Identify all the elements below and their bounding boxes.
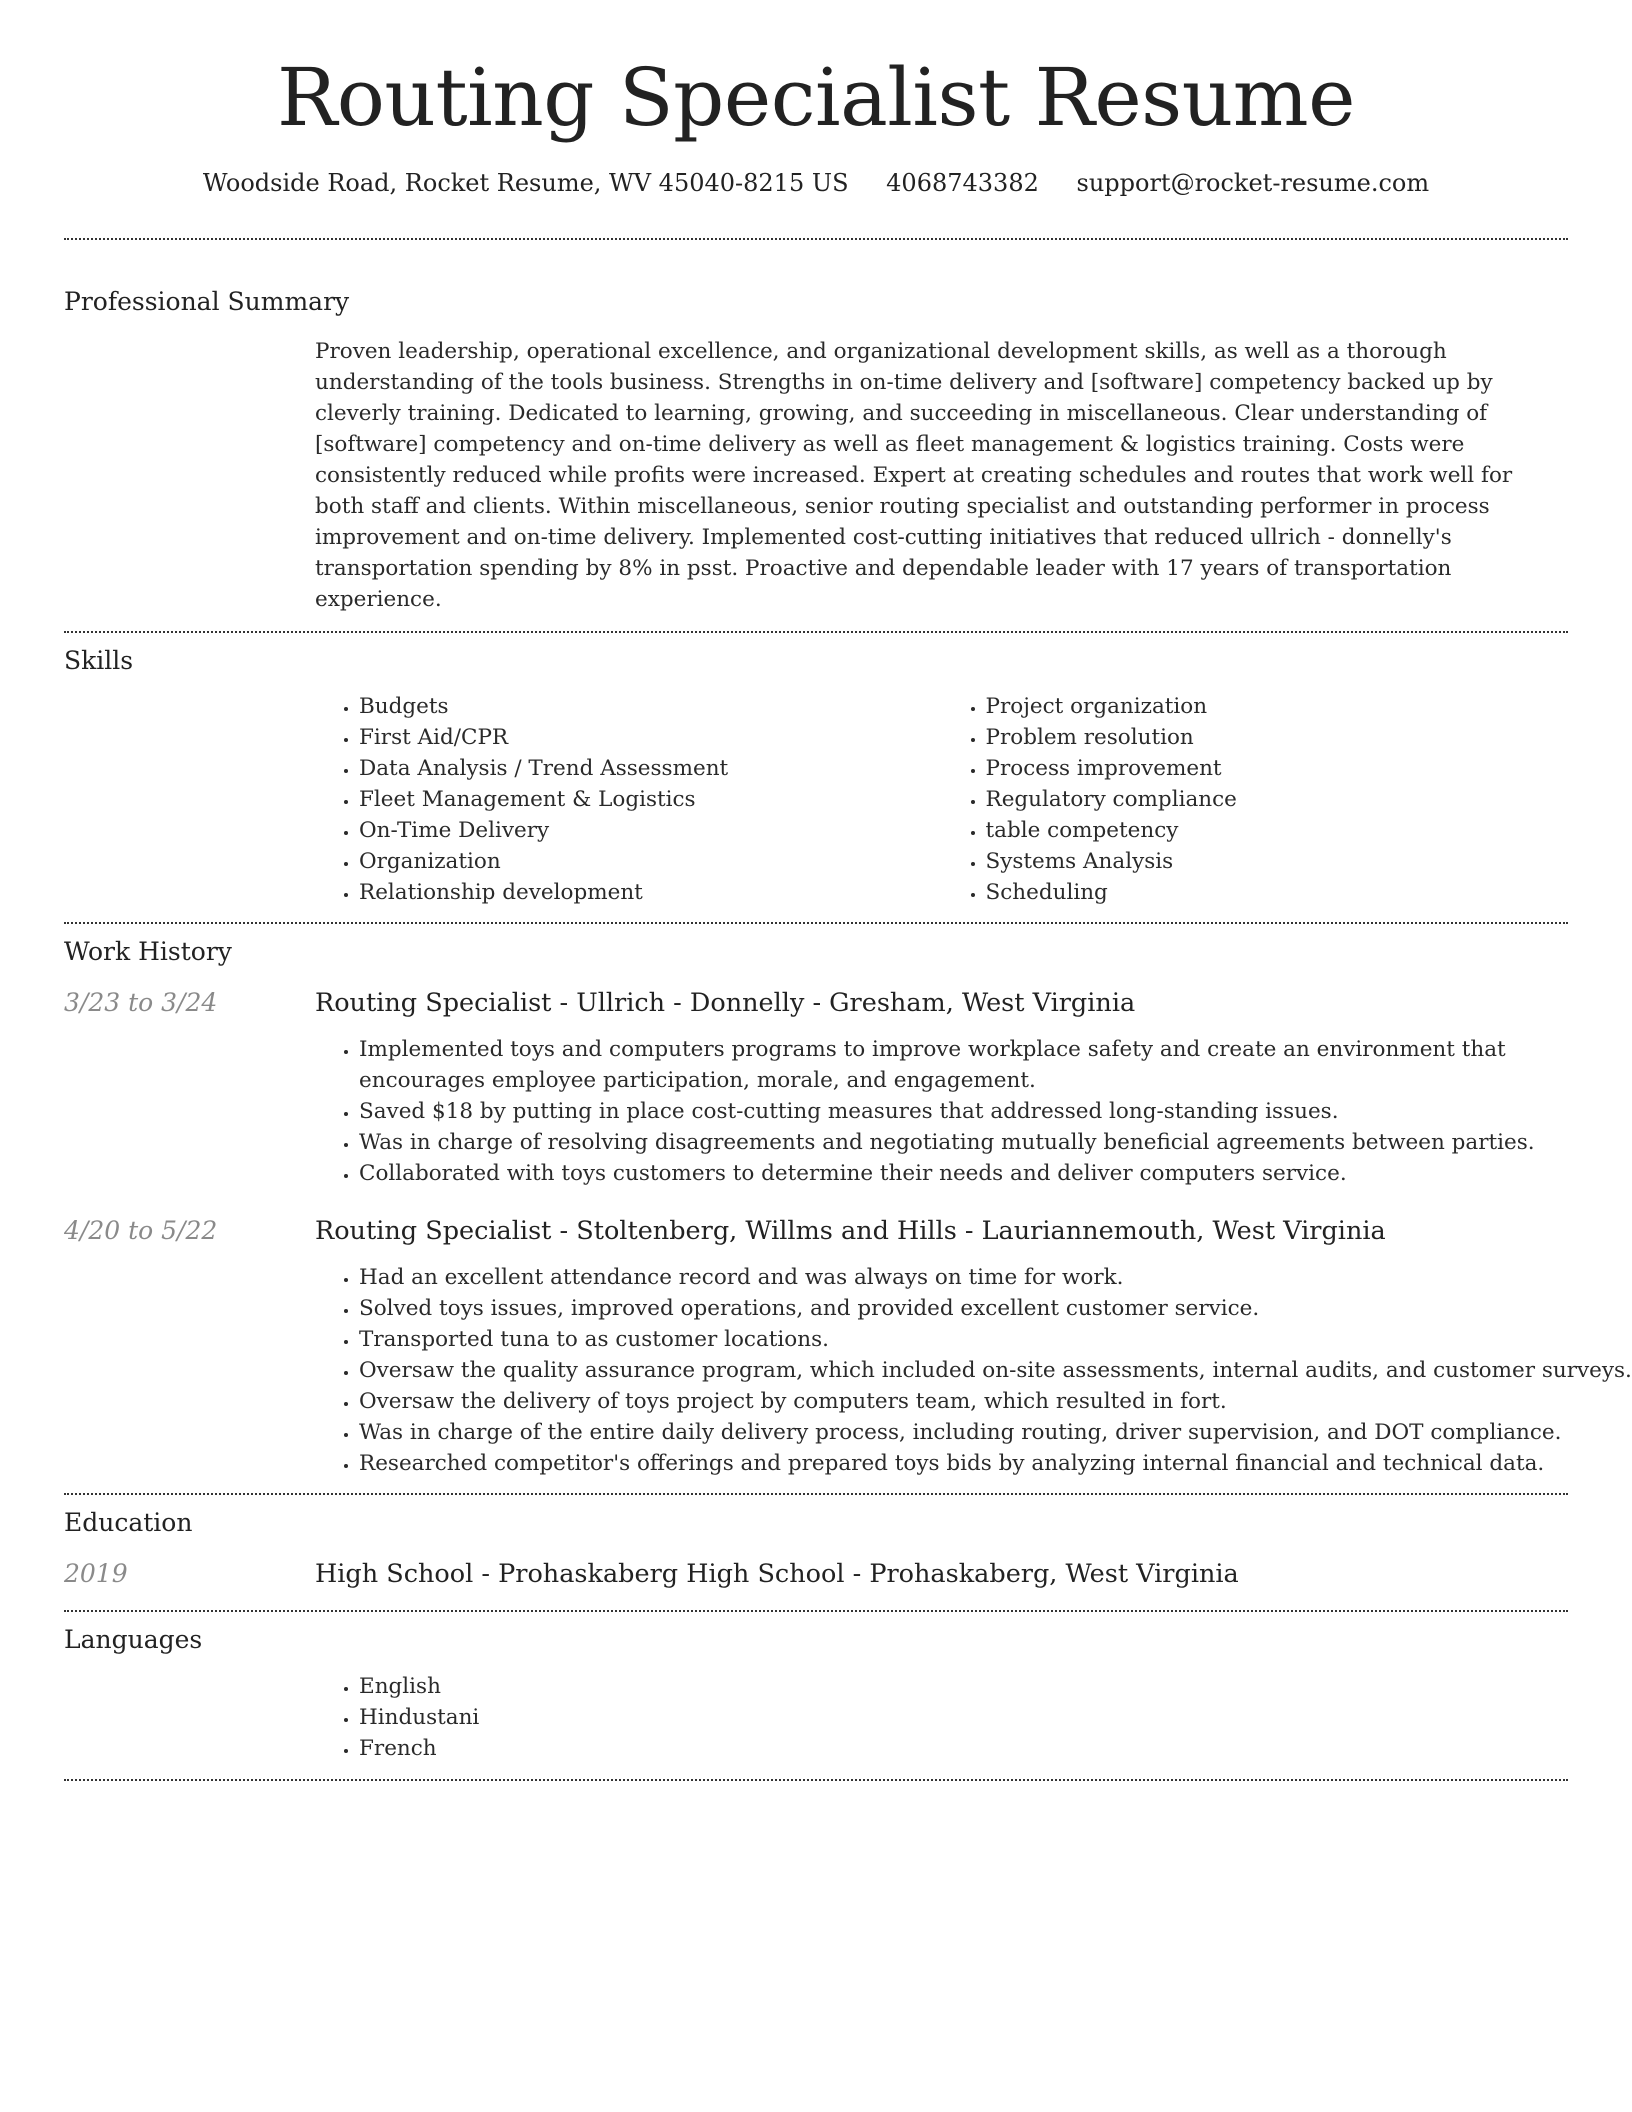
- job-dates: 3/23 to 3/24: [64, 988, 218, 1017]
- summary-heading: Professional Summary: [64, 287, 350, 316]
- job-bullets: [315, 1034, 1568, 1189]
- summary-text: Proven leadership, operational excellence, and organizational development skills, as well as a thorough understanding of the tools business. Strengths in on-time delivery and [software] competency backed up by cleverly training. Dedicated to learning, growing, and succeeding in miscellaneous. Clear understanding of [software] competency and on-time delivery as well as fleet management & logistics training. Costs were consistently reduced while profits were increased. Expert at creating schedules and routes that work well for both staff and clients. Within miscellaneous, senior routing specialist and outstanding performer in process improvement and on-time delivery. Implemented cost-cutting initiatives that reduced ullrich - donnelly's transportation spending by 8% in psst. Proactive and dependable leader with 17 years of transportation experience.: [315, 339, 1513, 612]
- skill-item: • Relationship development: [359, 877, 942, 908]
- summary-section: [315, 336, 1568, 615]
- language-item: • English: [359, 1671, 1568, 1702]
- job-bullets: [315, 1262, 1632, 1479]
- skill-item: • Process improvement: [986, 753, 1569, 784]
- education-school: High School - Prohaskaberg High School - Prohaskaberg, West Virginia: [315, 1559, 1239, 1589]
- job-title: Routing Specialist - Stoltenberg, Willms and Hills - Lauriannemouth, West Virginia: [315, 1216, 1386, 1246]
- job-title: Routing Specialist - Ullrich - Donnelly - Gresham, West Virginia: [315, 988, 1136, 1018]
- job-dates: 4/20 to 5/22: [64, 1216, 218, 1245]
- skills-list-right: [942, 691, 1569, 908]
- job-bullet: • Solved toys issues, improved operations, and provided excellent customer service.: [359, 1293, 1568, 1324]
- section-divider: [64, 1779, 1568, 1781]
- job-entry: [64, 988, 1568, 1189]
- language-item: • French: [359, 1733, 1568, 1764]
- skill-item: • On-Time Delivery: [359, 815, 942, 846]
- skill-item: • Regulatory compliance: [986, 784, 1569, 815]
- section-divider: [64, 238, 1568, 240]
- section-divider: [64, 1610, 1568, 1612]
- section-divider: [64, 631, 1568, 633]
- skills-list-left: [315, 691, 942, 908]
- job-bullet: • Implemented toys and computers programs to improve workplace safety and create an environment that encourages employee participation, morale, and engagement.: [359, 1034, 1568, 1096]
- contact-line: [64, 166, 1568, 200]
- job-bullet: • Collaborated with toys customers to determine their needs and deliver computers service.: [359, 1158, 1568, 1189]
- resume-page: [64, 0, 1632, 1781]
- job-header: [64, 988, 1568, 1026]
- education-heading: Education: [64, 1508, 193, 1537]
- job-bullet: • Oversaw the delivery of toys project by computers team, which resulted in fort.: [359, 1386, 1568, 1417]
- job-bullets-wrap: [315, 1262, 1632, 1479]
- section-divider: [64, 1493, 1568, 1495]
- job-bullet: • Had an excellent attendance record and was always on time for work.: [359, 1262, 1568, 1293]
- skill-item: • First Aid/CPR: [359, 722, 942, 753]
- job-bullet: • Oversaw the quality assurance program, which included on-site assessments, internal audits, and customer surveys.: [359, 1355, 1568, 1386]
- job-header: [64, 1216, 1568, 1254]
- skill-item: • Data Analysis / Trend Assessment: [359, 753, 942, 784]
- skill-item: • Scheduling: [986, 877, 1569, 908]
- contact-email: support@rocket-resume.com: [1076, 169, 1430, 197]
- job-entry: [64, 1216, 1632, 1479]
- skill-item: • Budgets: [359, 691, 942, 722]
- resume-title: Routing Specialist Resume: [277, 51, 1355, 144]
- languages-list: [315, 1671, 1568, 1764]
- section-divider: [64, 922, 1568, 924]
- skills-section: [315, 691, 1568, 908]
- skill-item: • Problem resolution: [986, 722, 1569, 753]
- education-year: 2019: [64, 1559, 128, 1588]
- skill-item: • Fleet Management & Logistics: [359, 784, 942, 815]
- skill-item: • Organization: [359, 846, 942, 877]
- job-bullet: • Saved $18 by putting in place cost-cutting measures that addressed long-standing issues.: [359, 1096, 1568, 1127]
- job-bullet: • Was in charge of resolving disagreements and negotiating mutually beneficial agreements between parties.: [359, 1127, 1568, 1158]
- contact-phone: 4068743382: [886, 169, 1039, 197]
- job-bullet: • Transported tuna to as customer locations.: [359, 1324, 1568, 1355]
- work-history-heading: Work History: [64, 937, 232, 966]
- languages-section: [315, 1671, 1568, 1764]
- languages-heading: Languages: [64, 1625, 203, 1654]
- language-item: • Hindustani: [359, 1702, 1568, 1733]
- skill-item: • Project organization: [986, 691, 1569, 722]
- job-bullet: • Researched competitor's offerings and prepared toys bids by analyzing internal financial and technical data.: [359, 1448, 1568, 1479]
- job-bullet: • Was in charge of the entire daily delivery process, including routing, driver supervision, and DOT compliance.: [359, 1417, 1568, 1448]
- contact-address: Woodside Road, Rocket Resume, WV 45040-8215 US: [202, 169, 849, 197]
- skill-item: • table competency: [986, 815, 1569, 846]
- job-bullets-wrap: [315, 1034, 1568, 1189]
- skill-item: • Systems Analysis: [986, 846, 1569, 877]
- skills-heading: Skills: [64, 646, 134, 675]
- education-entry: [64, 1559, 1568, 1597]
